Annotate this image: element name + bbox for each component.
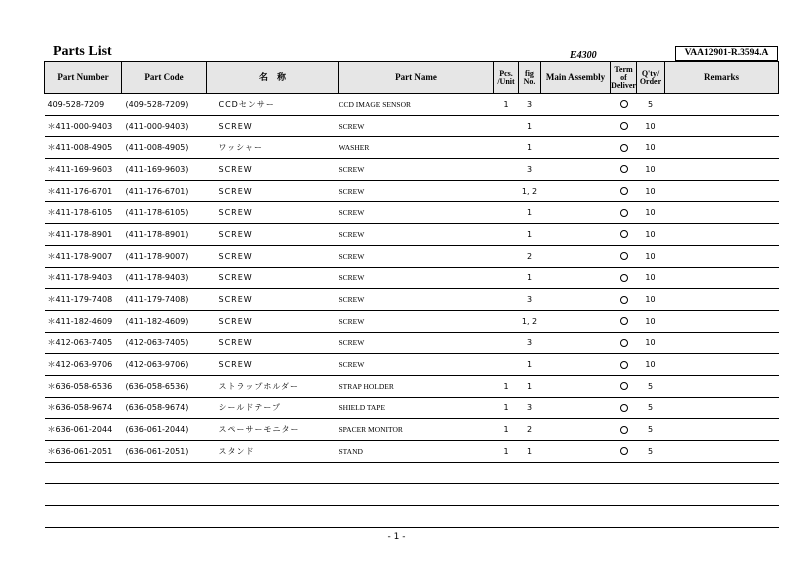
main-assembly-cell: [541, 245, 611, 267]
table-header-row: [45, 62, 779, 94]
part-name-cell: STRAP HOLDER: [339, 375, 494, 397]
pcs-cell: [494, 289, 519, 311]
col-part-code: Part Code: [122, 62, 207, 94]
remarks-cell: [665, 180, 779, 202]
main-assembly-cell: [541, 267, 611, 289]
remarks-cell: [665, 310, 779, 332]
part-number-cell: ＊411-000-9403: [45, 115, 122, 137]
table-row: [45, 375, 779, 397]
qty-cell: 5: [637, 441, 665, 463]
main-assembly-cell: [541, 375, 611, 397]
parts-table: [44, 61, 779, 528]
fig-no-cell: 1: [519, 441, 541, 463]
remarks-cell: [665, 289, 779, 311]
jp-name-cell: スペーサーモニター: [207, 419, 339, 441]
fig-no-cell: 2: [519, 245, 541, 267]
part-code-cell: (411-178-9007): [122, 245, 207, 267]
col-qty-order: Q'ty/ Order: [637, 62, 665, 94]
empty-cell: [45, 506, 779, 528]
table-row: [45, 310, 779, 332]
part-name-cell: SCREW: [339, 159, 494, 181]
jp-name-cell: SCREW: [207, 289, 339, 311]
fig-no-cell: 1: [519, 115, 541, 137]
delivery-circle-icon: [620, 100, 628, 108]
col-term-of-deliver: Term of Deliver: [611, 62, 637, 94]
qty-cell: 5: [637, 397, 665, 419]
part-name-cell: SHIELD TAPE: [339, 397, 494, 419]
qty-cell: 10: [637, 310, 665, 332]
part-number-cell: ＊636-058-9674: [45, 397, 122, 419]
pcs-cell: [494, 224, 519, 246]
part-number-cell: ＊411-178-8901: [45, 224, 122, 246]
table-row: [45, 137, 779, 159]
fig-no-cell: 1: [519, 267, 541, 289]
pcs-cell: [494, 354, 519, 376]
col-pcs-unit: Pcs. /Unit: [494, 62, 519, 94]
part-name-cell: SPACER MONITOR: [339, 419, 494, 441]
table-row: [45, 354, 779, 376]
pcs-cell: [494, 115, 519, 137]
part-name-cell: CCD IMAGE SENSOR: [339, 94, 494, 116]
pcs-cell: [494, 332, 519, 354]
part-code-cell: (412-063-7405): [122, 332, 207, 354]
part-number-cell: ＊411-179-7408: [45, 289, 122, 311]
part-number-cell: ＊412-063-9706: [45, 354, 122, 376]
part-code-cell: (409-528-7209): [122, 94, 207, 116]
pcs-cell: 1: [494, 94, 519, 116]
fig-no-cell: 3: [519, 159, 541, 181]
jp-name-cell: SCREW: [207, 180, 339, 202]
main-assembly-cell: [541, 94, 611, 116]
part-number-cell: ＊412-063-7405: [45, 332, 122, 354]
main-assembly-cell: [541, 159, 611, 181]
main-assembly-cell: [541, 137, 611, 159]
term-cell: [611, 245, 637, 267]
part-name-cell: SCREW: [339, 224, 494, 246]
pcs-cell: 1: [494, 419, 519, 441]
remarks-cell: [665, 224, 779, 246]
remarks-cell: [665, 202, 779, 224]
part-name-cell: SCREW: [339, 180, 494, 202]
jp-name-cell: CCDセンサー: [207, 94, 339, 116]
delivery-circle-icon: [620, 447, 628, 455]
jp-name-cell: SCREW: [207, 332, 339, 354]
main-assembly-cell: [541, 441, 611, 463]
term-cell: [611, 180, 637, 202]
jp-name-cell: SCREW: [207, 267, 339, 289]
part-name-cell: SCREW: [339, 202, 494, 224]
jp-name-cell: SCREW: [207, 224, 339, 246]
remarks-cell: [665, 332, 779, 354]
remarks-cell: [665, 397, 779, 419]
term-cell: [611, 310, 637, 332]
page-title: Parts List: [53, 44, 112, 59]
part-code-cell: (411-169-9603): [122, 159, 207, 181]
part-name-cell: SCREW: [339, 354, 494, 376]
remarks-cell: [665, 159, 779, 181]
part-code-cell: (636-061-2051): [122, 441, 207, 463]
term-cell: [611, 159, 637, 181]
term-cell: [611, 397, 637, 419]
pcs-cell: [494, 267, 519, 289]
table-row: [45, 245, 779, 267]
delivery-circle-icon: [620, 165, 628, 173]
qty-cell: 10: [637, 289, 665, 311]
empty-row: [45, 462, 779, 484]
jp-name-cell: シールドテープ: [207, 397, 339, 419]
part-code-cell: (411-179-7408): [122, 289, 207, 311]
table-row: [45, 419, 779, 441]
empty-row: [45, 484, 779, 506]
part-code-cell: (411-178-8901): [122, 224, 207, 246]
part-number-cell: ＊411-176-6701: [45, 180, 122, 202]
part-number-cell: ＊411-178-9403: [45, 267, 122, 289]
delivery-circle-icon: [620, 187, 628, 195]
delivery-circle-icon: [620, 382, 628, 390]
document-id: VAA12901-R.3594.A: [675, 46, 778, 61]
part-name-cell: SCREW: [339, 267, 494, 289]
delivery-circle-icon: [620, 209, 628, 217]
table-row: [45, 267, 779, 289]
part-number-cell: ＊636-061-2044: [45, 419, 122, 441]
term-cell: [611, 441, 637, 463]
term-cell: [611, 375, 637, 397]
qty-cell: 5: [637, 94, 665, 116]
term-cell: [611, 289, 637, 311]
delivery-circle-icon: [620, 404, 628, 412]
term-cell: [611, 419, 637, 441]
main-assembly-cell: [541, 332, 611, 354]
qty-cell: 10: [637, 180, 665, 202]
jp-name-cell: SCREW: [207, 310, 339, 332]
main-assembly-cell: [541, 397, 611, 419]
fig-no-cell: 1: [519, 137, 541, 159]
main-assembly-cell: [541, 115, 611, 137]
part-name-cell: SCREW: [339, 310, 494, 332]
fig-no-cell: 3: [519, 289, 541, 311]
part-code-cell: (636-058-9674): [122, 397, 207, 419]
jp-name-cell: SCREW: [207, 245, 339, 267]
table-row: [45, 397, 779, 419]
delivery-circle-icon: [620, 339, 628, 347]
fig-no-cell: 3: [519, 397, 541, 419]
jp-name-cell: スタンド: [207, 441, 339, 463]
col-remarks: Remarks: [665, 62, 779, 94]
part-number-cell: ＊411-178-6105: [45, 202, 122, 224]
part-name-cell: SCREW: [339, 115, 494, 137]
part-name-cell: SCREW: [339, 245, 494, 267]
part-name-cell: SCREW: [339, 332, 494, 354]
part-code-cell: (411-000-9403): [122, 115, 207, 137]
part-name-cell: WASHER: [339, 137, 494, 159]
main-assembly-cell: [541, 289, 611, 311]
table-row: [45, 180, 779, 202]
table-row: [45, 159, 779, 181]
table-row: [45, 202, 779, 224]
pcs-cell: [494, 245, 519, 267]
term-cell: [611, 115, 637, 137]
table-row: [45, 224, 779, 246]
fig-no-cell: 1: [519, 224, 541, 246]
delivery-circle-icon: [620, 274, 628, 282]
qty-cell: 5: [637, 419, 665, 441]
term-cell: [611, 137, 637, 159]
delivery-circle-icon: [620, 361, 628, 369]
remarks-cell: [665, 137, 779, 159]
qty-cell: 5: [637, 375, 665, 397]
remarks-cell: [665, 245, 779, 267]
part-number-cell: 409-528-7209: [45, 94, 122, 116]
part-number-cell: ＊411-169-9603: [45, 159, 122, 181]
col-jp-name: 名 称: [207, 62, 339, 94]
table-row: [45, 441, 779, 463]
fig-no-cell: 1: [519, 375, 541, 397]
part-number-cell: ＊411-008-4905: [45, 137, 122, 159]
col-fig-no: fig No.: [519, 62, 541, 94]
part-code-cell: (411-008-4905): [122, 137, 207, 159]
part-number-cell: ＊411-178-9007: [45, 245, 122, 267]
table-row: [45, 94, 779, 116]
col-part-name: Part Name: [339, 62, 494, 94]
delivery-circle-icon: [620, 230, 628, 238]
remarks-cell: [665, 419, 779, 441]
pcs-cell: 1: [494, 397, 519, 419]
part-code-cell: (636-058-6536): [122, 375, 207, 397]
remarks-cell: [665, 94, 779, 116]
delivery-circle-icon: [620, 296, 628, 304]
part-code-cell: (411-176-6701): [122, 180, 207, 202]
part-number-cell: ＊636-061-2051: [45, 441, 122, 463]
term-cell: [611, 224, 637, 246]
col-part-number: Part Number: [45, 62, 122, 94]
jp-name-cell: SCREW: [207, 159, 339, 181]
qty-cell: 10: [637, 224, 665, 246]
qty-cell: 10: [637, 137, 665, 159]
model-name: E4300: [570, 50, 597, 61]
delivery-circle-icon: [620, 144, 628, 152]
qty-cell: 10: [637, 245, 665, 267]
fig-no-cell: 1: [519, 354, 541, 376]
delivery-circle-icon: [620, 122, 628, 130]
jp-name-cell: ワッシャー: [207, 137, 339, 159]
pcs-cell: [494, 202, 519, 224]
pcs-cell: [494, 310, 519, 332]
table-row: [45, 115, 779, 137]
fig-no-cell: 1, 2: [519, 180, 541, 202]
part-name-cell: SCREW: [339, 289, 494, 311]
fig-no-cell: 1, 2: [519, 310, 541, 332]
qty-cell: 10: [637, 159, 665, 181]
jp-name-cell: SCREW: [207, 115, 339, 137]
qty-cell: 10: [637, 267, 665, 289]
col-main-assembly: Main Assembly: [541, 62, 611, 94]
remarks-cell: [665, 267, 779, 289]
delivery-circle-icon: [620, 252, 628, 260]
empty-cell: [45, 462, 779, 484]
delivery-circle-icon: [620, 426, 628, 434]
part-name-cell: STAND: [339, 441, 494, 463]
main-assembly-cell: [541, 180, 611, 202]
main-assembly-cell: [541, 310, 611, 332]
term-cell: [611, 267, 637, 289]
qty-cell: 10: [637, 115, 665, 137]
pcs-cell: [494, 137, 519, 159]
main-assembly-cell: [541, 224, 611, 246]
fig-no-cell: 3: [519, 332, 541, 354]
term-cell: [611, 354, 637, 376]
table-row: [45, 289, 779, 311]
part-code-cell: (636-061-2044): [122, 419, 207, 441]
remarks-cell: [665, 115, 779, 137]
part-code-cell: (412-063-9706): [122, 354, 207, 376]
pcs-cell: 1: [494, 375, 519, 397]
fig-no-cell: 3: [519, 94, 541, 116]
qty-cell: 10: [637, 354, 665, 376]
page-number: - 1 -: [387, 532, 406, 542]
fig-no-cell: 2: [519, 419, 541, 441]
remarks-cell: [665, 354, 779, 376]
main-assembly-cell: [541, 419, 611, 441]
remarks-cell: [665, 375, 779, 397]
jp-name-cell: SCREW: [207, 354, 339, 376]
jp-name-cell: ストラップホルダー: [207, 375, 339, 397]
term-cell: [611, 94, 637, 116]
fig-no-cell: 1: [519, 202, 541, 224]
main-assembly-cell: [541, 202, 611, 224]
table-row: [45, 332, 779, 354]
empty-cell: [45, 484, 779, 506]
part-code-cell: (411-182-4609): [122, 310, 207, 332]
pcs-cell: [494, 180, 519, 202]
pcs-cell: [494, 159, 519, 181]
pcs-cell: 1: [494, 441, 519, 463]
delivery-circle-icon: [620, 317, 628, 325]
term-cell: [611, 202, 637, 224]
part-number-cell: ＊636-058-6536: [45, 375, 122, 397]
empty-row: [45, 506, 779, 528]
remarks-cell: [665, 441, 779, 463]
jp-name-cell: SCREW: [207, 202, 339, 224]
qty-cell: 10: [637, 202, 665, 224]
part-code-cell: (411-178-6105): [122, 202, 207, 224]
part-code-cell: (411-178-9403): [122, 267, 207, 289]
term-cell: [611, 332, 637, 354]
main-assembly-cell: [541, 354, 611, 376]
qty-cell: 10: [637, 332, 665, 354]
part-number-cell: ＊411-182-4609: [45, 310, 122, 332]
